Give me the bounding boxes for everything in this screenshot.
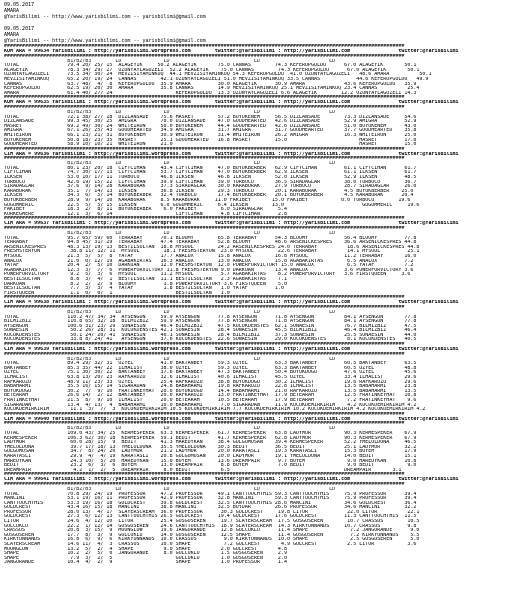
result-row: TOTAL 70.8 29/ 24/ 19 PROFESSOR 47.2 PROFESSOR 49.1 CANTTOUCHTHIS 59.3 CANTTOUCHTHIS 75.9 PROFESSOR 39.4 (4, 491, 417, 497)
result-row: WHITEIRON 66.1 23/ 21/ 31 BUYUKENEM 30.9 WHITEIRON 31.4 WHITEIRON 26.2 AMIGRA 16.3 WHITEIRON 25.0 (4, 132, 417, 138)
race-block (4, 295, 529, 342)
separator-line: ##################################################################################################################################### (4, 295, 405, 301)
result-row: ILKSEN 53.0 10/ 17/ 11 TURBOCU 46.8 ILKSEN 46.8 ILKSEN 52.0 ILKSEN 52.9 ILKSEN 48.5 (4, 175, 417, 180)
result-row: DREAMPAIR 4.2 1/ 2/ 5 DREAMPAIR 8.0 BEDIT 6.5 DREAMPAIR 3.1 (4, 467, 402, 473)
column-header-row: B1/B2/B3 LD LD LD LD (4, 356, 336, 362)
result-row: YMELOLDONA 39.7 17/ 18/ 13 YMELOLDONA 35.5 YMELOLDONA 30.3 BEDIT 36.5 BEDIT 25.1 LADYMOR 32.2 (4, 444, 417, 450)
header-date-2: 09.05.2017 (4, 26, 35, 32)
result-row: AYSENGUN 100.6 31/ 23/ 29 SONAESIN 46.4 BILMIZBIZ 47.5 KUCUKDENSTES 62.1 SONAESIN 76.7 BILMIZBIZ 47.5 (4, 323, 417, 329)
result-row: KORKEGMERE 12.1 3/ 6/ 14 CIFTCIHAN 4.8 CIFTCIHAN 2.8 (4, 211, 287, 217)
result-row: BABAHARMI 35.5 16/ 15/ 14 SIGARADAN 24.8 BABAHARMI 19.8 RAFKAROZU 22.8 ILHALIST 13.5 BABAHARMI 23.8 (4, 384, 417, 389)
separator-line: ##################################################################################################################################### (4, 146, 405, 152)
result-row: KUCUKDENSTES 33.8 8/ 24/ 41 AYSENGUN 37.6 KUCUKDENSTES 22.6 SONAESIN 29.0 KUCUKDENSTES 8.1 KUCUKDENSTES 40.5 (4, 337, 417, 343)
race-title: KUM ARA = 99634 Yarisbilimi : http://yarisbilimi.wordpress.com twitter:@YarisBilimi : http://yarisbilimi.com twitter:@YarisBilimi (4, 49, 459, 54)
result-row: KARABURAK 35.1 7/ 14/ 13 ILKSEN 36.8 ILKSEN 29.3 TURBOCU 20.1 KARABURAK 4.5 BUYUKBERBER 25.0 (4, 188, 414, 194)
race-blocks (4, 44, 529, 565)
race-block (4, 216, 529, 295)
race-block (4, 342, 529, 412)
column-header-row: B1/B2/B3 LD LD LD LD (4, 486, 336, 492)
result-row: GOLDCREST 43.4 16/ 15/ 18 MANCINI 38.8 MANCINI 32.5 BOYDAR 26.6 PROFESSOR 34.6 MANCINI 32.2 (4, 505, 417, 510)
result-row: TOTAL 80.1 23/ 20/ 18 CIFTCIHAN 43.4 CIFTCIHAN 47.0 BUYUKBERBER 62.9 CIFTCIHAN 61.1 CIFTCIHAN 61.7 (4, 165, 417, 171)
header-contact-1: @YarisBilimi -- http://www.yarisbilimi.com -- yarisbilimi@gmail.com (4, 14, 206, 20)
result-row: MANCINI 53.1 19/ 16/ 11 PROFESSOR 42.9 PROFESSOR 32.8 MANCINI 59.3 CANTTOUCHTHIS 75.9 PROFESSOR 39.4 (4, 496, 417, 501)
result-row: YATAF 20.4 2/ 5/ 10 DARKUAN 12.0 FRESHSTERYON 12.0 POWERFORVICTORY 15.0 ANALUX 6.5 YATAF 7.2 (4, 263, 414, 268)
result-row: FAKIBEY 18.3 2/ 8/ 11 BUYUKBERBER 6.0 FAKIBEY 6.0 SIRADAGLAR 5.4 (4, 207, 287, 212)
result-row: SONAESIN 50.2 26/ 28/ 31 KUCUKDENSTES 42.1 SONAESIN 28.4 SONAESIN 45.5 BILMIZBIZ 46.4 BILMIZBIZ 46.4 (4, 328, 417, 333)
separator-line: ##################################################################################################################################### (4, 411, 405, 417)
separator-line: ##################################################################################################################################### (4, 44, 405, 49)
result-row: SIGARADAN 13.4 4/ 13/ 4 BABAHARMI 10.0 BABAHARMI 7.0 SIGARADAN 11.9 KUCUKDEMIRKIRIM 4.2 KUCUKDEMIRKIRIM 4.2 (4, 402, 417, 408)
race-title: KUM ARA = 99635 Yarisbilimi : http://yarisbilimi.wordpress.com twitter:@YarisBilimi : http://yarisbilimi.com twitter:@YarisBilimi (4, 100, 459, 105)
result-row: RAFKAROZU 48.9 11/ 23/ 33 OZYEL 25.4 RAFKAROZU 38.8 BUYUKDOGU 30.2 ILHALIST 19.6 RAFKAROZU 29.6 (4, 379, 417, 385)
column-header-row: B1/B2/B3 LD LD LD LD (4, 426, 336, 431)
result-row: GOLDCREST 27.3 6/ 12/ 13 CANTTOUCHTHIS 26.5 GOLDCREST 19.4 GOLDCREST 17.6 GOLDCREST 11.3 CANTTOUCHTHIS 11.5 (4, 514, 417, 520)
result-row: ILHALIST 63.8 13/ 20/ 23 RAFKAROZU 32.6 ILHALIST 40.6 ILHALIST 45.5 OZYEL 33.4 ILHALIST 29.6 (4, 375, 417, 380)
result-row: BETEARAH 26.6 14/ 2/ 12 BAKTANBEY 20.0 RAFKAROZU 13.0 FRATINKEYHAT 17.9 BETEARAH 12.5 FRATINKEYHAT 10.8 (4, 393, 417, 398)
separator-line: ##################################################################################################################################### (4, 481, 405, 487)
result-row: JANGORANDE 10.4 4/ 2/ 9 SHAPE 1.0 PROFESSOR 1.4 (4, 560, 287, 565)
result-row: FRATINKEYHAT 21.5 8/ 9/ 10 ILHALIST 20.0 BETEARAH 10.5 BETEARAH 17.9 BETEARAH 7.2 FRATINKEYHAT 9.6 (4, 398, 417, 403)
result-row: SIRADAGLAR 37.6 9/ 14/ 28 KARABURAK 37.3 SIRADAGLAR 30.0 KARABURAK 27.9 TURBOCU 28.7 SIRADAGLAR 26.0 (4, 184, 417, 189)
result-row: KERMESPEKER 106.3 62/ 30/ 18 KERMESPEKER 59.1 BEDIT 41.7 KERMESPEKER 62.8 LADYMOR 90.3 KERMESPEKER 67.9 (4, 435, 417, 441)
race-title: CIM ARA = 99641 Yarisbilimi : http://yarisbilimi.wordpress.com twitter:@YarisBilimi : http://yarisbilimi.com twitter:@YarisBilimi (4, 477, 459, 482)
separator-line: ##################################################################################################################################### (4, 104, 405, 110)
result-row: KUCUKDENSTES 50.1 24/ 20/ 41 SONAESIN 40.1 SONAESIN 28.4 BILMIZBIZ 37.3 SONAESIN 25.5 SONAESIN 44.0 (4, 332, 417, 338)
result-row: MYSOUL 21.3 5/ 5/ 8 YATAF 17.7 ANALUX 15.8 ANALUX 16.8 MYSOUL 11.2 TERRABAY 16.0 (4, 253, 417, 259)
race-block (4, 147, 529, 217)
result-row: ARSENICKESPRES 48.3 13/ 19/ 13 BESTILSULTAN 18.8 MYSOUL 24.2 ARSENICKESPRES 24.0 TERRABAY 18.6 ARSENICKESPRES 44.8 (4, 244, 420, 250)
result-row: TURBOCU 42.6 19/ 15/ 22 CIFTCIHAN 39.9 CIFTCIHAN 39.0 TURBOCU 36.5 SIRADAGLAR 38.0 TURBOCU 36.7 (4, 179, 417, 185)
result-row: GOODHEARTED 58.9 10/ 10/ 21 WHITEIRON 21.0 HASRET 15.0 (4, 142, 417, 147)
result-row: BAKTANBEY 85.3 35/ 44/ 22 ILHALIST 38.0 OZYEL 59.3 OZYEL 63.3 BAKTANBEY 60.5 OZYEL 48.8 (4, 365, 417, 371)
separator-line: ##################################################################################################################################### (4, 156, 405, 162)
result-row: MEVZISIYAMINKUQ 65.2 20/ 19/ 24 CANNAS 42.1 OZUNYAYLAGUZELI 51.0 MEVZISIYAMINKUQ 33.5 CANNAS 44.6 KEFERUPGULDU 49.9 (4, 76, 429, 82)
result-row: AMIGRA 67.1 26/ 25/ 43 GOODHEARTED 34.9 AMIGRA 31.7 AMIGRA 31.7 GOODHEARTED 37.7 GOODHEARTED 35.8 (4, 128, 417, 133)
race-title: CIM ARA = 99638 Yarisbilimi : http://yarisbilimi.wordpress.com twitter:@YarisBilimi : http://yarisbilimi.com twitter:@YarisBilimi (4, 300, 459, 305)
result-row: CRASSUS 20.8 3/ 15/ 9 MOONGLOW 19.6 JANGORANDE 12.8 GOLCUKLU 11.4 SHAPE 7.2 JANGORANDE 9.0 (4, 528, 420, 533)
result-row: BUYUKENEM 50.8 18/ 23/ 35 HASRET 25.1 GOODHEARTED 16.8 HASRET 15.0 HASRET 17.0 (4, 137, 417, 143)
separator-line: ##################################################################################################################################### (4, 304, 405, 310)
result-row: OZYEL 75.1 30/ 30/ 22 BAKTANBEY 37.6 BAKTANBEY 47.3 BAKTANBEY 50.4 BUYUKDOGU 47.6 OZYEL 45.6 (4, 370, 417, 376)
result-row: POWERFORVICTORY 9.2 5/ 3/ 6 MYSOUL 11.2 MYSOUL 5.7 AGABAKIRTAS 8.2 POWERFORVICTORY 3.6 FIRSTQUEEN 3.6 (4, 272, 411, 277)
result-row: CIFTCIHAN 74.7 30/ 17/ 13 CIFTCIHAN 53.7 CIFTCIHAN 47.0 BUYUKBERBER 62.9 ILKSEN 61.1 ILKSEN 61.7 (4, 170, 417, 176)
result-row: LITOR 24.6 4/ 12/ 10 LITOR 25.4 GOSGOSEREN 19.7 SLAYERSCREAM 17.5 GOSGOSEREN 10.7 CRASSUS 10.5 (4, 519, 420, 524)
race-title: CIM ARA = 99639 Yarisbilimi : http://yarisbilimi.wordpress.com twitter:@YarisBilimi : http://yarisbilimi.com twitter:@YarisBilimi (4, 347, 459, 352)
result-row: TOTAL 89.4 29/ 32/ 31 OZYEL 41.0 BAKTANBEY 59.3 OZYEL 63.3 BAKTANBEY 60.5 BAKTANBEY 63.5 (4, 361, 417, 366)
column-header-row: B1/B2/B3 LD LD LD LD (4, 231, 336, 236)
result-row: CANNAS 63.7 48/ 4/ 8 KEFERUPGULDU 35.9 AMARA 30.0 ALAGEYIK 30.9 AMARA 43.6 KEFERUPGULDU 35.9 (4, 81, 417, 87)
result-row: OZUNYAYLAGUZELI 73.5 34/ 30/ 24 MEVZISIYAMINKUQ 44.1 MEVZISIYAMINKUQ 54.3 KEFERUPGULDU 41.0 OZUNYAYLAGUZELI 48.6 AMARA 50.1 (4, 72, 432, 77)
header-name-2: AMARA (4, 32, 20, 38)
result-row: FIRSTQUEEN 1.1 0/ 0/ 1 BESTILSULTAN 1.0 (4, 290, 230, 296)
race-title: CIM ARA = 99640 Yarisbilimi : http://yarisbilimi.wordpress.com twitter:@YarisBilimi : http://yarisbilimi.com twitter:@YarisBilimi (4, 416, 459, 422)
result-row: TOTAL 72.1 38/ 27/ 18 DIZLANSADE 75.6 HASRET 57.2 BUYUKENEM 56.5 DIZLANSADE 73.3 DIZLANSADE 54.6 (4, 114, 417, 120)
race-block (4, 412, 529, 473)
header-name-1: AMARA (4, 8, 20, 14)
race-block (4, 44, 529, 95)
race-block (4, 472, 529, 565)
column-header-row: B1/B2/B3 LD LD LD LD (4, 309, 336, 315)
result-row: PROFESSOR 28.0 13/ 4/ 17 SLAYERSCREAM 36.0 PROFESSOR 30.3 GOLDCREST 19.8 LITOR 22.0 LITOR 22.1 (4, 509, 420, 515)
race-title: CIM ARA = 99637 Yarisbilimi : http://yarisbilimi.wordpress.com twitter:@YarisBilimi : http://yarisbilimi.com twitter:@YarisBilimi (4, 221, 459, 226)
race-title: CIM ARA = 99636 Yarisbilimi : http://yarisbilimi.wordpress.com twitter:@YarisBilimi : http://yarisbilimi.com twitter:@YarisBilimi (4, 151, 459, 157)
result-row: GUGUMMERIC 22.5 5/ 5/ 15 ILKSEN 6.0 GUGUMMERIC 6.4 ILKSEN 13.0 GUGUMMERIC 19.6 (4, 202, 420, 208)
result-row: FRESHSTERYON 38.8 11/ 12/ 11 MYSOUL 18.1 FRESHSTERYON 23.0 MYSOUL 22.6 TERRABAY 14.1 MYSOUL 25.1 (4, 249, 420, 254)
header-contact-2: @YarisBilimi -- http://www.yarisbilimi.com -- yarisbilimi@gmail.com (4, 38, 206, 44)
result-row: LADYMOR 60.0 28/ 15/ 9 BEDIT 41.3 HAREDYKAN 38.4 GULGUMOSAN 39.4 KERMESPEKER 52.2 YMELOLDONA 46.5 (4, 440, 417, 445)
result-row: GULGUMOSAN 34.7 8/ 24/ 20 LADYMOR 21.2 LADYMOR 20.0 KARATASLI 19.3 KARATASLI 15.3 BOYEM 17.9 (4, 449, 417, 454)
result-row: GOSGOSEREN 17.7 8/ 3/ 9 GOLCUKLU 14.0 GOSGOSEREN 12.5 SHAPE 11.4 GOSGOSEREN 7.2 KIRKYUNNANDS 5.5 (4, 532, 420, 538)
result-row: DIZLANSADE 99.3 45/ 30/ 25 AMIGRA 70.0 DIZLANSADE 47.0 GOODHEARTED 42.6 DIZLANSADE 52.9 AMIGRA 52.9 (4, 119, 417, 124)
separator-line: ##################################################################################################################################### (4, 472, 405, 478)
race-block (4, 95, 529, 146)
separator-line: ##################################################################################################################################### (4, 421, 405, 427)
result-row: AMARA 61.4 40/ 27/ 24 KEFERUPGULDU 13.3 OZUNYAYLAGUZELI 6.6 ALAGEYIK 12.2 OZUNYAYLAGUZELI 14.3 (4, 90, 417, 96)
result-row: KEFERUPGULDU 62.5 19/ 20/ 30 AMARA 35.8 CANNAS 14.9 MEVZISIYAMINKUQ 25.1 MEVZISIYAMINKUQ 23.4 CANNAS 25.4 (4, 86, 420, 91)
column-header-row: B1/B2/B3 LD LD LD LD (4, 109, 336, 115)
result-row: KARATASLI 29.9 4/ 4/ 19 KARATASLI 20.8 GULGUMOSAN 20.0 LADYMOR 19.1 YMELOLDONA 14.0 BEDIT 15.1 (4, 453, 417, 459)
result-row: BESTILSULTAN 8.8 3/ 4/ 1 BESTILSULTAN 11.1 BESTILSULTAN 2.3 AGABAKIRTAS 7.1 (4, 276, 287, 282)
result-row: TOTAL 95.7 65/ 59/ 60 TERRABAY 70.1 BLOOMY 65.8 TERRABAY 54.3 BLOOMY 56.4 BLOOMY 77.8 (4, 235, 417, 241)
result-row: BEDIT 23.2 6/ 3/ 6 BOYEM 13.0 DREAMPAIR 8.8 BOYEM 7.0 BEDIT 9.0 BEDIT 9.0 (4, 463, 417, 468)
result-row: GOLCUKLU 22.2 1/ 12/ 14 GOSGOSEREN 24.6 CANTTOUCHTHIS 18.9 SLAYERSCREAM 14.3 KIRKYUNNANDS 10.7 CRASSUS 9.8 (4, 523, 417, 529)
separator-line: ##################################################################################################################################### (4, 226, 405, 231)
separator-line: ##################################################################################################################################### (4, 53, 405, 59)
result-row: SHAPE 10.2 2/ 5/ 0 JANGORANDE 8.0 GOLCUKLU 1.5 GOSGOSEREN 2.9 (4, 551, 287, 556)
result-row: KIRKYUNNANDS 16.8 6/ 9/ 6 KIRKYUNNANDS 10.0 CRASSUS 9.0 KIRKYUNNANDS 10.0 SHAPE 2.5 GOSGOSEREN 5.0 (4, 537, 420, 543)
column-header-row: B1/B2/B3 LD LD LD LD (4, 58, 336, 64)
result-row: CANTTOUCHTHIS 53.3 19/ 16/ 18 GOLDCREST 39.8 GOLDCREST 32.5 CANTTOUCHTHIS 28.6 MANCINI 34.6 GOLDCREST 36.4 (4, 500, 417, 506)
result-row: TOTAL 109.0 43/ 34/ 25 KERMESPEKER 63.3 KERMESPEKER 61.7 KERMESPEKER 63.8 LADYMOR 90.3 KERMESPEKER 67.9 (4, 430, 417, 436)
result-row: BUYUKDOGU 30.2 7/ 9/ 10 FRATINKEYHAT 20.6 BUYUKDOGU 14.4 BABAHARMI 21.0 RAFKAROZU 13.5 BABAHARMI 13.5 (4, 388, 417, 394)
result-row: DARKUAN 8.2 2/ 2/ 9 BLOOMY 1.8 POWERFORVICTORY 3.6 FIRSTQUEEN 5.0 (4, 281, 287, 287)
result-row: ILKSEN 34.3 6/ 5/ 14 BUYUKBERBER 32.4 TURBOCU 17.4 BUYUKBERBER 20.1 BUYUKBERBER 4.5 KARABURAK 20.4 (4, 193, 414, 199)
result-row: MOONGLOW 13.2 5/ 2/ 4 SHAPE 9.0 SHAPE 2.0 GOLCREST 4.8 (4, 546, 287, 552)
result-row: TERRABAY 94.8 45/ 31/ 29 TERRABAY 47.4 TERRABAY 52.8 BLOOMY 48.6 ARSENICKESPRES 36.6 ARSENICKESPRES 44.8 (4, 240, 417, 245)
result-row: AGABAKIRTAS 12.3 3/ 7/ 6 POWERFORVICTORY 11.8 FRESHSTERYON 9.0 DARKUAN 13.4 ANALUX 3.6 POWERFORVICTORY 3.6 (4, 267, 414, 273)
result-row: BUYUKBERBER 28.9 9/ 14/ 10 KARABURAK 8.5 KARABURAK 11.0 FAKIBEY 15.0 FAKIBEY 0.0 TURBOCU 19.6 (4, 198, 411, 203)
result-row: TOTAL 110.2 47/ 34/ 34 AYSENGUN 59.9 AYSENGUN 77.8 AYSENGUN 71.8 AYSENGUN 84.1 AYSENGUN 77.8 (4, 314, 417, 320)
column-header-row: B1/B2/B3 LD LD LD LD (4, 161, 336, 166)
result-row: KUCUKDEMIRKIRIM 11.1 3/ 7/ 3 KUCUKDEMIRKIRIM 10.5 KUCUKDEMIRKIRIM 7.7 KUCUKDEMIRKIRIM 10.2 KUCUKDEMIRKIRIM 4.2 KUCUKDEMIRKIRIM 4.2 (4, 407, 426, 412)
separator-line: ##################################################################################################################################### (4, 95, 405, 101)
result-row: BESTILSULTAN 7.7 3/ 3/ 4 YATAF 1.8 BESTILSULTAN 1.0 YATAF 1.0 (4, 286, 284, 291)
result-row: ALAGEYIK 78.3 34/ 29/ 27 OZUNYAYLAGUZELI 52.2 ALAGEYIK 75.0 CANNAS 74.3 KEFERUPGULDU 67.0 ALAGEYIK 50.1 (4, 67, 420, 73)
separator-line: ##################################################################################################################################### (4, 216, 405, 222)
separator-line: ##################################################################################################################################### (4, 342, 405, 348)
header-date-1: 09.05.2017 (4, 2, 35, 8)
result-row: ANALUX 21.0 0/ 12/ 19 AGABAKIRTAS 16.3 ANALUX 13.0 ANALUX 15.8 AGABAKIRTAS 6.5 ANALUX 7.2 (4, 258, 414, 264)
result-row: SHAPE 7.9 3/ 2/ 5 GOLCUKLU 1.0 GOSGOSEREN 2.0 (4, 555, 287, 561)
result-row: HASRET 69.2 49/ 30/ 24 WHITEIRON 50.0 BUYUKENEM 44.4 GOODHEARTED 42.6 DIZLANSADE 51.0 BUYUKENEM 43.0 (4, 123, 417, 129)
result-row: TOTAL 79.4 20/ 25/ 15 ALAGEYIK 50.2 ALAGEYIK 75.0 CANNAS 74.3 KEFERUPGULDU 67.0 ALAGEYIK 50.1 (4, 63, 417, 68)
result-row: BILMIZBIZ 110.8 65/ 32/ 18 BILMIZBIZ 59.9 AYSENGUN 77.8 AYSENGUN 71.8 AYSENGUN 84.1 AYSENGUN 77.8 (4, 319, 417, 324)
result-row: HAREDYKAN 24.3 10/ 5/ 20 HAREDYKAN 15.0 BOYEM 13.6 DREAMPAIR 9.7 BOYEM 9.0 HAREDYKAN 10.8 (4, 458, 417, 464)
separator-line: ##################################################################################################################################### (4, 351, 405, 357)
result-row: SLAYERSCREAM 14.6 11/ 4/ 3 CRASSUS 10.0 SHAPE 7.2 GOLCREST 4.9 GOLCREST 2.5 LITOR 3.6 (4, 542, 417, 547)
